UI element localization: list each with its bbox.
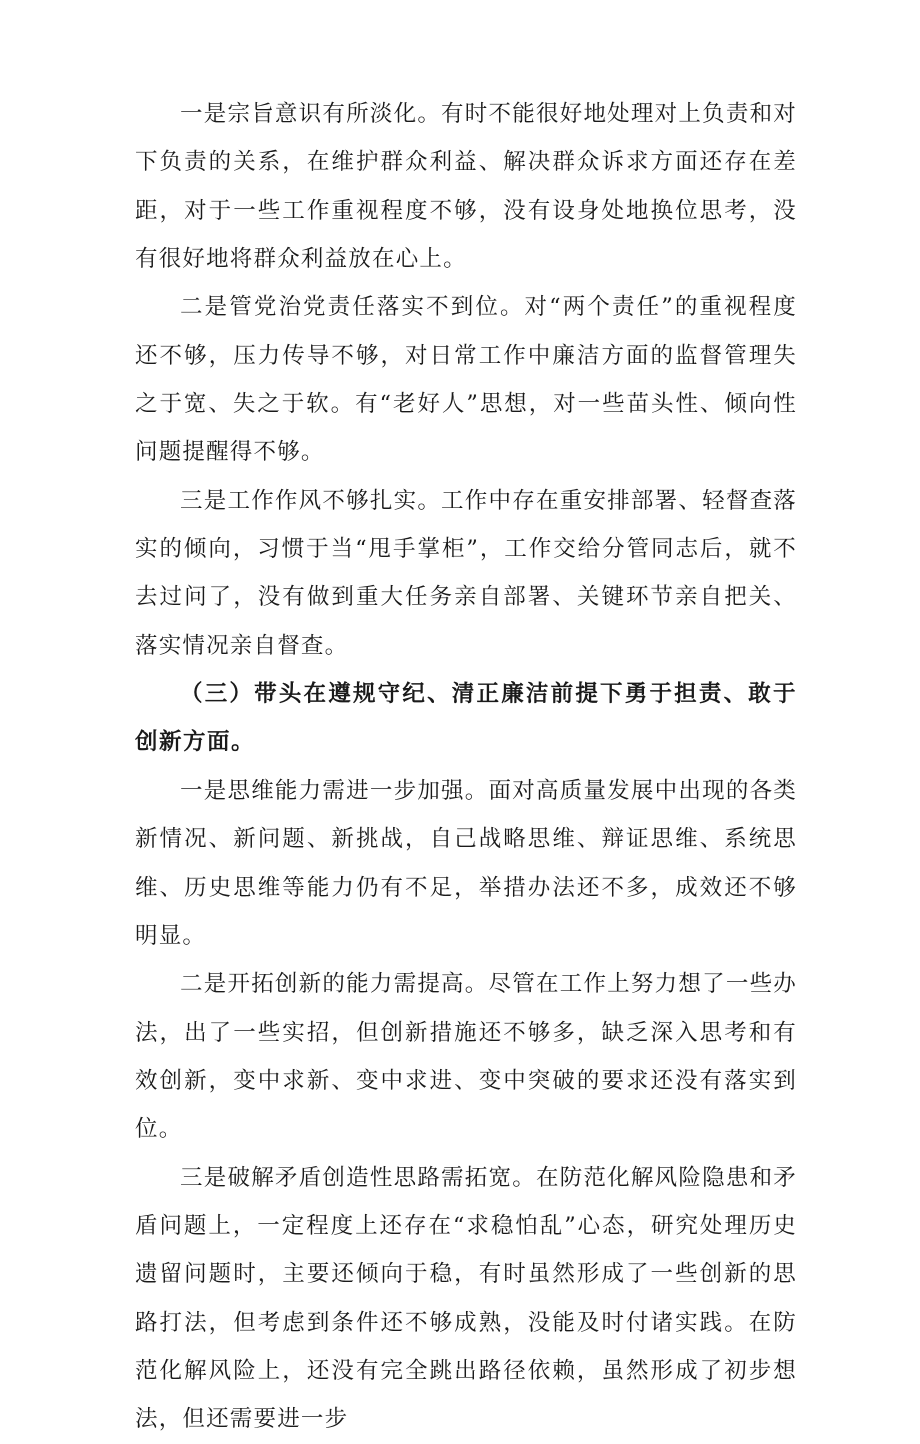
paragraph-resolving-contradictions: 三是破解矛盾创造性思路需拓宽。在防范化解风险隐患和矛盾问题上，一定程度上还存在“求稳怕乱”心态，研究处理历史遗留问题时，主要还倾向于稳，有时虽然形成了一些创新的思路打法，但考虑到条件还不够成熟，没能及时付诸实践。在防范化解风险上，还没有完全跳出路径依赖，虽然形成了初步想法，但还需要进一步 bbox=[135, 1164, 797, 1433]
paragraph-thinking-ability: 一是思维能力需进一步加强。面对高质量发展中出现的各类新情况、新问题、新挑战，自己战略思维、辩证思维、系统思维、历史思维等能力仍有不足，举措办法还不多，成效还不够明显。 bbox=[135, 777, 797, 949]
section-heading-three: （三）带头在遵规守纪、清正廉洁前提下勇于担责、敢于创新方面。 bbox=[135, 681, 797, 756]
paragraph-work-style: 三是工作作风不够扎实。工作中存在重安排部署、轻督查落实的倾向，习惯于当“甩手掌柜”，工作交给分管同志后，就不去过问了，没有做到重大任务亲自部署、关键环节亲自把关、落实情况亲自督查。 bbox=[135, 487, 797, 659]
paragraph-party-responsibility: 二是管党治党责任落实不到位。对“两个责任”的重视程度还不够，压力传导不够，对日常工作中廉洁方面的监督管理失之于宽、失之于软。有“老好人”思想，对一些苗头性、倾向性问题提醒得不够。 bbox=[135, 294, 797, 466]
paragraph-innovation-ability: 二是开拓创新的能力需提高。尽管在工作上努力想了一些办法，出了一些实招，但创新措施还不够多，缺乏深入思考和有效创新，变中求新、变中求进、变中突破的要求还没有落实到位。 bbox=[135, 971, 797, 1143]
document-body bbox=[135, 90, 797, 1444]
paragraph-purpose-awareness: 一是宗旨意识有所淡化。有时不能很好地处理对上负责和对下负责的关系，在维护群众利益、解决群众诉求方面还存在差距，对于一些工作重视程度不够，没有设身处地换位思考，没有很好地将群众利益放在心上。 bbox=[135, 101, 797, 273]
